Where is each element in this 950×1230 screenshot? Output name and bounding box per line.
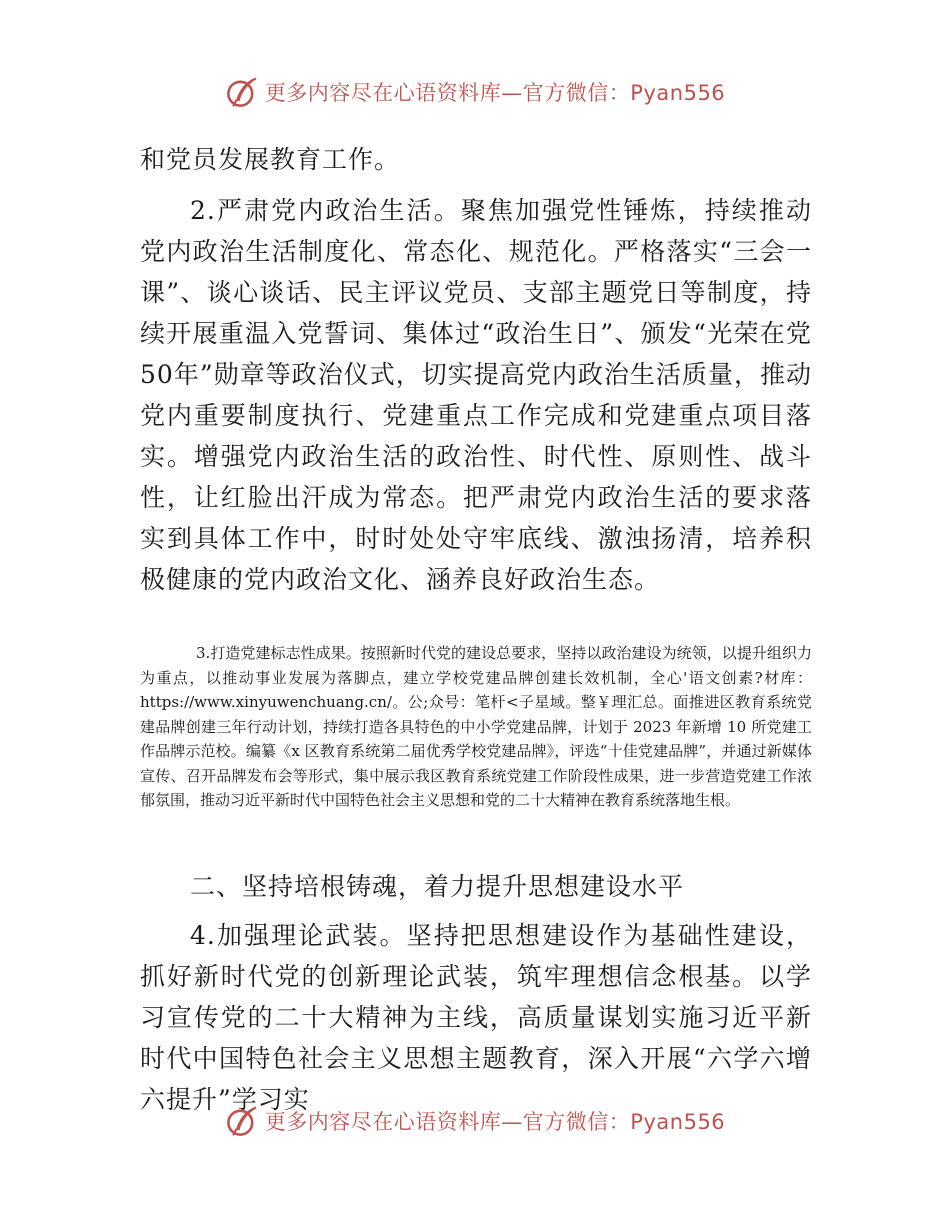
paragraph-3: 3.打造党建标志性成果。按照新时代党的建设总要求，坚持以政治建设为统领，以提升组织力为重点，以推动事业发展为落脚点，建立学校党建品牌创建长效机制，全心'语文创素?材库：https://www.xinyuwenchuang.cn/。公;众号：笔杆<子星域。整￥理汇总。面推进区教育系统党建品牌创建三年行动计划，持续打造各具特色的中小学党建品牌，计划于 2023 年新增 10 所党建工作品牌示范校。编纂《x 区教育系统第二届优秀学校党建品牌》，评选“十佳党建品牌”，并通过新媒体宣传、召开品牌发布会等形式，集中展示我区教育系统党建工作阶段性成果，进一步营造党建工作浓郁氛围，推动习近平新时代中国特色社会主义思想和党的二十大精神在教育系统落地生根。 (140, 644, 812, 809)
quill-pen-logo-icon (225, 75, 259, 109)
section-heading-2: 二、坚持培根铸魂，着力提升思想建设水平 (190, 872, 685, 901)
paragraph-2: 2.严肃党内政治生活。聚焦加强党性锤炼，持续推动党内政治生活制度化、常态化、规范化。严格落实“三会一课”、谈心谈话、民主评议党员、支部主题党日等制度，持续开展重温入党誓词、集体过“政治生日”、颁发“光荣在党 50年”勋章等政治仪式，切实提高党内政治生活质量，推动党内重要制度执行、党建重点工作完成和党建重点项目落实。增强党内政治生活的政治性、时代性、原则性、战斗性，让红脸出汗成为常态。把严肃党内政治生活的要求落实到具体工作中，时时处处守牢底线、激浊扬清，培养积极健康的党内政治文化、涵养良好政治生态。 (140, 196, 812, 594)
quill-pen-logo-icon (225, 1104, 259, 1138)
footer-banner (0, 1101, 950, 1141)
header-banner (0, 72, 950, 112)
paragraph-continuation: 和党员发展教育工作。 (140, 145, 401, 174)
header-banner-text: 更多内容尽在心语资料库—官方微信：Pyan556 (264, 81, 726, 105)
paragraph-4: 4.加强理论武装。坚持把思想建设作为基础性建设，抓好新时代党的创新理论武装，筑牢理想信念根基。以学习宣传党的二十大精神为主线，高质量谋划实施习近平新时代中国特色社会主义思想主题教育，深入开展“六学六增六提升”学习实 (140, 921, 812, 1114)
footer-banner-text: 更多内容尽在心语资料库—官方微信：Pyan556 (264, 1110, 726, 1134)
